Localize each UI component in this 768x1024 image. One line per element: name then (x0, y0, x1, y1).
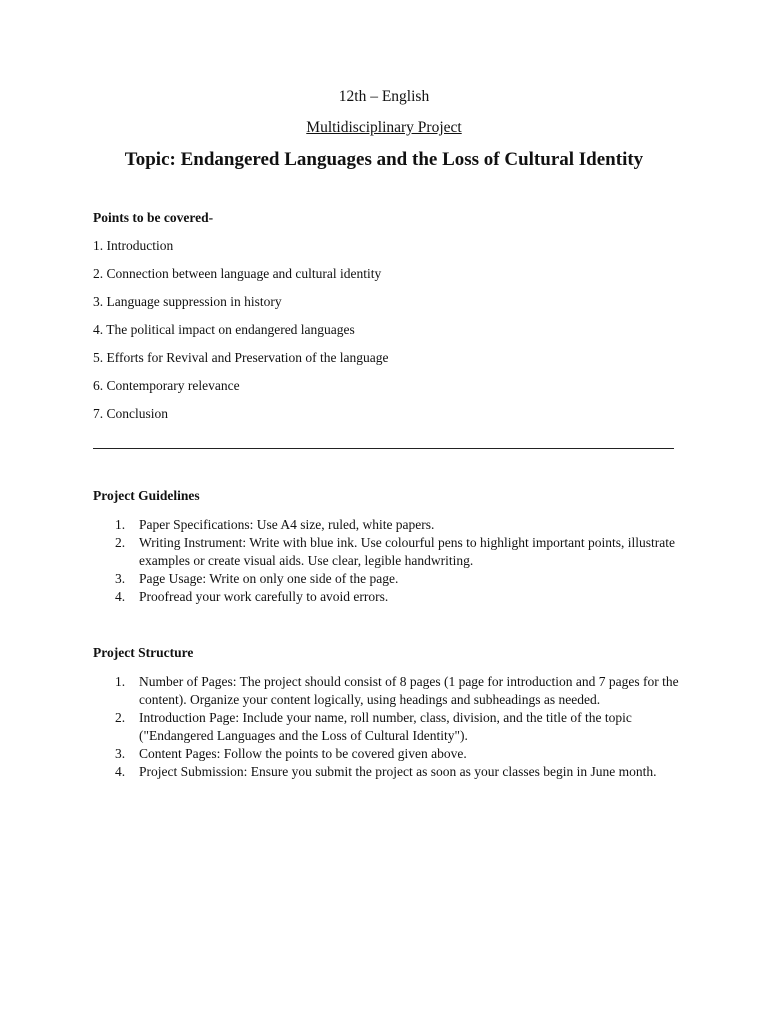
structure-list (93, 673, 683, 781)
list-number: 2. (115, 535, 126, 550)
guideline-item (93, 588, 683, 606)
point-item: 3. Language suppression in history (93, 294, 282, 309)
list-number: 3. (115, 746, 126, 761)
guideline-text: Writing Instrument: Write with blue ink. Use colourful pens to highlight important points, illustrate examples or create visual aids. Use clear, legible handwriting. (139, 535, 675, 568)
structure-heading: Project Structure (93, 645, 194, 660)
structure-item (93, 763, 683, 781)
list-number: 4. (115, 764, 126, 779)
grade-subject-line: 12th – English (338, 88, 430, 105)
guideline-item (93, 570, 683, 588)
structure-item (93, 673, 683, 709)
list-number: 1. (115, 674, 126, 689)
list-number: 4. (115, 589, 126, 604)
structure-item (93, 745, 683, 763)
topic-title: Topic: Endangered Languages and the Loss of Cultural Identity (124, 149, 644, 170)
guideline-item (93, 534, 683, 570)
point-item: 5. Efforts for Revival and Preservation of the language (93, 350, 389, 365)
guidelines-list (93, 516, 683, 606)
guideline-item (93, 516, 683, 534)
points-list (93, 237, 389, 433)
structure-text: Project Submission: Ensure you submit the project as soon as your classes begin in June month. (139, 764, 657, 779)
structure-text: Content Pages: Follow the points to be covered given above. (139, 746, 467, 761)
guideline-text: Paper Specifications: Use A4 size, ruled, white papers. (139, 517, 435, 532)
project-type-title: Multidisciplinary Project (306, 119, 462, 136)
point-item: 2. Connection between language and cultural identity (93, 266, 382, 281)
structure-text: Introduction Page: Include your name, roll number, class, division, and the title of the topic ("Endangered Languages and the Loss of Cultural Identity"). (139, 710, 632, 743)
point-item: 1. Introduction (93, 238, 174, 253)
points-heading: Points to be covered- (93, 210, 214, 225)
guideline-text: Proofread your work carefully to avoid errors. (139, 589, 389, 604)
guidelines-heading: Project Guidelines (93, 488, 200, 503)
structure-item (93, 709, 683, 745)
point-item: 7. Conclusion (93, 406, 169, 421)
point-item: 6. Contemporary relevance (93, 378, 240, 393)
list-number: 2. (115, 710, 126, 725)
point-item: 4. The political impact on endangered languages (93, 322, 355, 337)
guideline-text: Page Usage: Write on only one side of the page. (139, 571, 399, 586)
list-number: 3. (115, 571, 126, 586)
structure-text: Number of Pages: The project should consist of 8 pages (1 page for introduction and 7 pages for the content). Organize your content logically, using headings and subheadings as needed. (139, 674, 679, 707)
list-number: 1. (115, 517, 126, 532)
section-divider (93, 448, 674, 449)
